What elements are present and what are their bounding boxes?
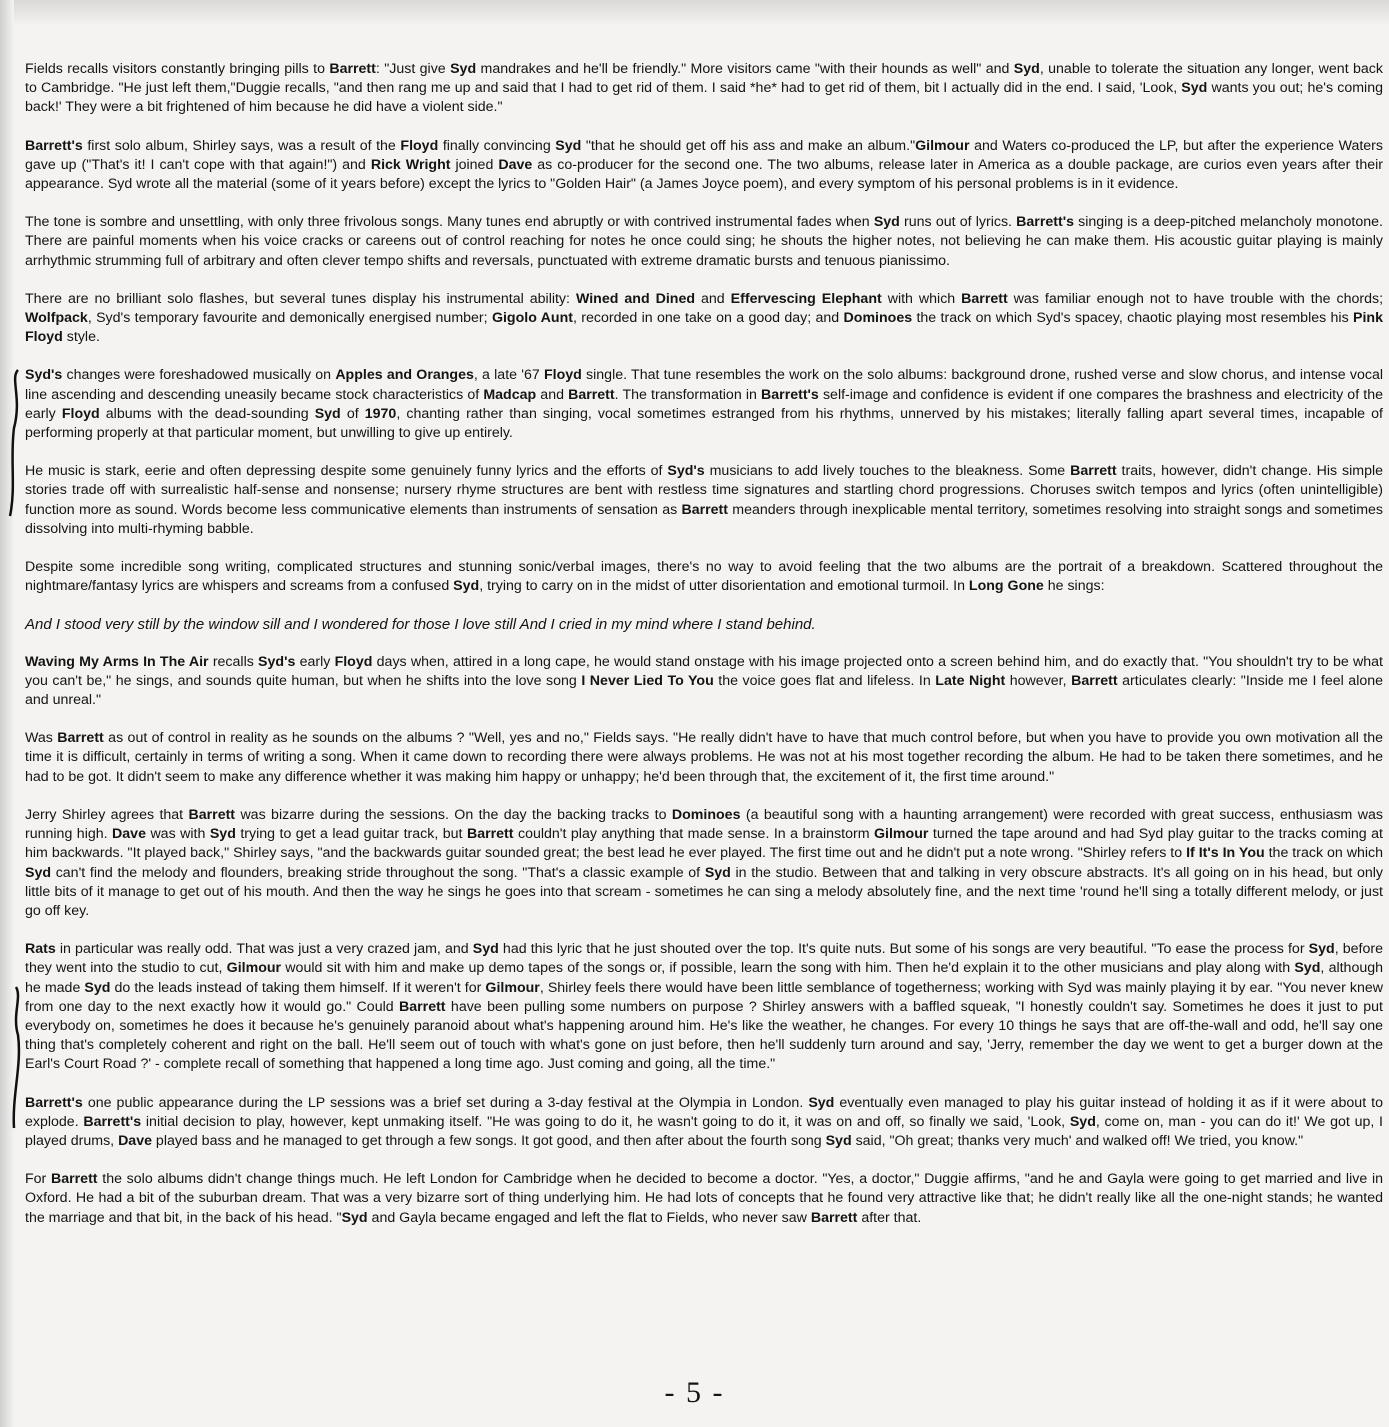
bold-text: Barrett xyxy=(329,61,376,77)
text-run: changes were foreshadowed musically on xyxy=(62,367,336,384)
text-run: Fields recalls visitors constantly bringing pills to xyxy=(25,61,330,77)
text-run: , Shirley feels there would have been little semblance of togetherness; working with Syd was mainly playing it by ear. "You never knew from one day to the next exactly how it would go." Could xyxy=(25,979,1384,1015)
text-run: he sings: xyxy=(1043,578,1105,595)
bold-text: Dominoes xyxy=(671,806,741,823)
bold-text: Syd xyxy=(209,826,236,843)
bold-text: Gigolo Aunt xyxy=(491,310,573,327)
text-run: played bass and he managed to get through a few songs. It got good, and then after about the fourth song xyxy=(151,1132,826,1149)
bold-text: Syd's xyxy=(667,463,705,480)
bold-text: Barrett xyxy=(961,290,1008,307)
text-run: self-image and confidence is evident if one compares the brashness and electricity of the early xyxy=(25,386,1383,422)
article-body xyxy=(25,60,1383,1247)
text-run: the voice goes flat and lifeless. In xyxy=(713,672,936,689)
text-run: was with xyxy=(145,826,210,843)
text-run: meanders through inexplicable mental territory, sometimes resolving into straight songs and sometimes dissolving into multi-rhyming babble. xyxy=(25,501,1384,537)
text-run: can't find the melody and flounders, breaking stride throughout the song. "That's a classic example of xyxy=(51,864,705,881)
paragraph xyxy=(25,290,1383,348)
text-run: , chanting rather than singing, vocal sometimes estranged from his rhythms, unnerved by his mistakes; literally falling apart several times, incapable of performing properly at that particular moment, but unwilling to give up entirely. xyxy=(25,405,1383,442)
bold-text: Syd xyxy=(1181,80,1208,97)
bold-text: Gilmour xyxy=(915,137,970,154)
paragraph xyxy=(25,60,1383,118)
text-run: , although he made xyxy=(25,960,1383,996)
bold-text: Syd xyxy=(555,137,582,154)
text-run: have been pulling some numbers on purpose ? Shirley answers with a baffled squeak, "I honestly couldn't say. Sometimes he does it just to put everybody on, sometimes he does it because he's genuinely paranoid about what's happening around him. He's like the weather, he changes. For every 10 things he says that are off-the-wall and odd, he'll say one thing that's completely coherent and right on the ball. He'll seem out of touch with what's gone on just before, then he'll suddenly turn around and say, 'Jerry, remember the day we went to get a burger down at the Earl's Court Road ?' - complete recall of something that happened a long time ago. Just coming and going, all the time." xyxy=(25,998,1383,1073)
bold-text: Dominoes xyxy=(843,310,913,327)
bold-text: Rats xyxy=(25,941,56,958)
text-run: however, xyxy=(1005,672,1072,689)
text-run: and xyxy=(695,290,731,307)
text-run: (a beautiful song with a haunting arrangement) were recorded with great success, enthusiasm was running high. xyxy=(25,806,1383,843)
bold-text: Barrett's xyxy=(761,386,819,403)
bold-text: Syd xyxy=(1013,61,1040,77)
text-run: with which xyxy=(881,290,962,307)
text-run: , trying to carry on in the midst of utter disorientation and emotional turmoil. In xyxy=(479,578,969,595)
text-run: , before they went into the studio to cut, xyxy=(25,941,1383,977)
bold-text: Apples and Oranges xyxy=(335,367,474,384)
text-run: , unable to tolerate the situation any longer, went back to Cambridge. "He just left them,"Duggie recalls, "and then rang me up and said that I had to get rid of them. I said *he* had to get rid of them, bit I actually did in the end. I said, 'Look, xyxy=(25,61,1383,97)
bold-text: Floyd xyxy=(61,405,100,422)
bold-text: Barrett xyxy=(1071,672,1118,689)
bold-text: Floyd xyxy=(400,137,439,154)
text-run: initial decision to play, however, kept unmaking itself. "He was going to do it, he wasn't going to do it, it was on and off, so finally we said, 'Look, xyxy=(141,1113,1070,1130)
text-run: Despite some incredible song writing, complicated structures and stunning sonic/verbal images, there's no way to avoid feeling that the two albums are the portrait of a breakdown. Scattered throughout the nightmare/fantasy lyrics are whispers and screams from a confused xyxy=(25,559,1383,595)
text-run: early xyxy=(295,653,335,670)
margin-bracket-mark xyxy=(6,985,24,1130)
paragraph xyxy=(25,213,1383,271)
text-run: joined xyxy=(450,156,499,173)
text-run: albums with the dead-sounding xyxy=(99,405,315,422)
text-run: There are no brilliant solo flashes, but several tunes display his instrumental ability: xyxy=(25,290,576,307)
text-run: style. xyxy=(62,329,100,346)
bold-text: Syd xyxy=(341,1209,368,1226)
bold-text: Waving My Arms In The Air xyxy=(25,653,209,670)
paragraph xyxy=(25,729,1383,787)
bold-text: Syd xyxy=(472,941,499,958)
text-run: as out of control in reality as he sounds on the albums ? "Well, yes and no," Fields says. "He really didn't have to have that much control before, but when you have to provide you own motivation all the time it is difficult, certainly in terms of writing a song. When it came down to recording there were always problems. He was not at his most together recording the album. He had to be taken there sometimes, and he had to be got. It didn't seem to make any difference whether it was making him happy or unhappy; he'd been through that, the excitement of it, the first time around." xyxy=(25,730,1383,785)
bold-text: Wolfpack xyxy=(25,310,88,327)
bold-text: Syd xyxy=(84,979,111,996)
paragraph xyxy=(25,653,1383,711)
text-run: after that. xyxy=(857,1209,922,1226)
bold-text: If It's In You xyxy=(1186,845,1265,862)
text-run: articulates clearly: "Inside me I feel alone and unreal." xyxy=(25,672,1384,709)
text-run: said, "Oh great; thanks very much' and walked off! We tried, you know." xyxy=(851,1132,1304,1149)
text-run: one public appearance during the LP sessions was a brief set during a 3-day festival at the Olympia in London. xyxy=(82,1094,809,1111)
margin-bracket-mark xyxy=(6,368,24,518)
bold-text: Syd xyxy=(314,405,341,422)
text-run: runs out of lyrics. xyxy=(899,214,1017,231)
text-run: do the leads instead of taking them himself. If it weren't for xyxy=(110,979,486,996)
bold-text: Syd xyxy=(453,578,480,595)
text-run: : "Just give xyxy=(375,61,451,77)
scan-top-edge xyxy=(0,0,1389,26)
text-run: had this lyric that he just shouted over the top. It's quite nuts. But some of his songs are very beautiful. "To ease the process for xyxy=(498,941,1309,958)
scan-left-edge xyxy=(0,0,14,1427)
paragraph xyxy=(25,940,1383,1074)
bold-text: Barrett xyxy=(466,826,514,843)
text-run: single. That tune resembles the work on the solo albums: background drone, rushed verse and slow chorus, and intense vocal line ascending and descending uneasily became stock characteristics of xyxy=(25,367,1384,403)
bold-text: Late Night xyxy=(935,672,1006,689)
bold-text: Gilmour xyxy=(874,826,929,843)
bold-text: Barrett xyxy=(51,1171,98,1188)
bold-text: Barrett xyxy=(188,806,236,823)
text-run: the track on which xyxy=(1264,845,1384,862)
text-run: musicians to add lively touches to the bleakness. Some xyxy=(704,463,1071,480)
bold-text: Syd xyxy=(25,864,52,881)
bold-text: Long Gone xyxy=(968,578,1044,595)
bold-text: Syd's xyxy=(258,653,296,670)
text-run: the track on which Syd's spacey, chaotic playing most resembles his xyxy=(912,310,1354,327)
text-run: "that he should get off his ass and make an album." xyxy=(581,137,916,154)
text-run: . The transformation in xyxy=(614,386,762,403)
text-run: recalls xyxy=(208,653,259,670)
bold-text: 1970 xyxy=(364,405,397,422)
paragraph xyxy=(25,366,1383,443)
bold-text: Floyd xyxy=(334,653,373,670)
text-run: turned the tape around and had Syd play guitar to the tracks coming at him backwards. "It played back," Shirley says, "and the backwards guitar sounded great; the best lead he ever played. The first time out and he didn't put a note wrong. "Shirley refers to xyxy=(25,826,1383,862)
bold-text: Syd xyxy=(808,1094,835,1111)
bold-text: Barrett xyxy=(399,998,446,1015)
bold-text: Effervescing Elephant xyxy=(730,290,882,307)
bold-text: Madcap xyxy=(483,386,537,403)
bold-text: Barrett xyxy=(1070,463,1117,480)
text-run: as co-producer for the second one. The two albums, release later in America as a double package, are curios even years after their appearance. Syd wrote all the material (some of it years before) except the lyrics to "Golden Hair" (a James Joyce poem), and every symptom of his personal problems is in it evidence. xyxy=(25,156,1383,193)
text-run: was familiar enough not to have trouble with the chords; xyxy=(1007,290,1384,307)
paragraph xyxy=(25,1094,1383,1152)
text-run: trying to get a lead guitar track, but xyxy=(235,826,467,843)
paragraph xyxy=(25,1170,1383,1228)
paragraph xyxy=(25,806,1383,921)
text-run: For xyxy=(25,1171,51,1188)
text-run: the solo albums didn't change things much. He left London for Cambridge when he decided to become a doctor. "Yes, a doctor," Duggie affirms, "and he and Gayla were going to get married and live in Oxford. He had a bit of the suburban dream. That was a very bizarre sort of thing underlying him. He had lots of concepts that he found very attractive like that; he didn't really like all the one-night stands; he wanted the marriage and that bit, in the back of his head. " xyxy=(25,1171,1383,1226)
bold-text: Barrett's xyxy=(25,137,83,154)
text-run: , come on, man - you can do it!' We got up, I played drums, xyxy=(25,1113,1383,1149)
text-run: Jerry Shirley agrees that xyxy=(25,806,189,823)
text-run: and Waters co-produced the LP, but after the experience Waters gave up ("That's it! I can't cope with that again!") and xyxy=(25,137,1383,173)
text-run: The tone is sombre and unsettling, with only three frivolous songs. Many tunes end abruptly or with contrived instrumental fades when xyxy=(25,214,874,231)
text-run: and xyxy=(536,386,569,403)
text-run: He music is stark, eerie and often depressing despite some genuinely funny lyrics and the efforts of xyxy=(25,463,668,480)
bold-text: Dave xyxy=(112,826,146,843)
bold-text: Syd xyxy=(1069,1113,1096,1130)
bold-text: Gilmour xyxy=(485,979,540,996)
bold-text: Barrett xyxy=(57,730,104,747)
bold-text: Syd xyxy=(450,61,477,77)
bold-text: Dave xyxy=(498,156,533,173)
text-run: eventually even managed to play his guitar instead of holding it as if it were about to explode. xyxy=(25,1094,1384,1130)
bold-text: Barrett's xyxy=(25,1094,83,1111)
bold-text: Gilmour xyxy=(226,960,282,977)
bold-text: Barrett's xyxy=(1016,214,1074,231)
text-run: wants you out; he's coming back!' They were a bit frightened of him because he did have a violent side." xyxy=(25,80,1383,116)
page-number: - 5 - xyxy=(664,1376,725,1409)
bold-text: Syd xyxy=(825,1132,852,1149)
paragraph xyxy=(25,558,1383,596)
text-run: in particular was really odd. That was just a very crazed jam, and xyxy=(55,941,473,958)
lyric-quote: And I stood very still by the window sill and I wondered for those I love still And I cried in my mind where I stand behind. xyxy=(25,616,816,634)
text-run: days when, attired in a long cape, he would stand onstage with his image projected onto a screen behind him, and do exactly that. "You shouldn't try to be what you can't be," he sings, and sounds quite human, but when he shifts into the love song xyxy=(25,653,1383,689)
text-run: and Gayla became engaged and left the flat to Fields, who never saw xyxy=(367,1209,811,1226)
bold-text: Syd xyxy=(1294,960,1321,977)
text-run: traits, however, didn't change. His simple stories trade off with surrealistic half-sense and nonsense; nursery rhyme structures are bent with restless time signatures and startling chord progressions. Choruses switch tempos and lyrics (often unintelligible) function more as sound. Words become less communicative elements than instruments of sensation as xyxy=(25,463,1384,518)
text-run: in the studio. Between that and talking in very obscure abstracts. It's all going on in his head, but only little bits of it manage to get out of his mouth. And then the way he sings he goes into that scream - sometimes he can sing a melody absolutely fine, and the next time 'round he'll sing a totally different melody, or just go off key. xyxy=(25,864,1384,919)
text-run: Was xyxy=(25,730,58,747)
text-run: , Syd's temporary favourite and demonically energised number; xyxy=(87,310,492,327)
bold-text: Barrett xyxy=(810,1209,858,1226)
text-run: singing is a deep-pitched melancholy monotone. There are painful moments when his voice cracks or careens out of control reaching for notes he once could sing; he shouts the higher notes, not believing he can make them. His acoustic guitar playing is mainly arrhythmic strumming full of arbitrary and often clever tempo shifts and reversals, punctuated with extreme dramatic bursts and tenuous pianissimo. xyxy=(25,214,1383,269)
bold-text: I Never Lied To You xyxy=(581,672,714,689)
bold-text: Pink Floyd xyxy=(25,310,1383,346)
bold-text: Syd xyxy=(873,214,900,231)
bold-text: Barrett's xyxy=(83,1113,142,1130)
paragraph xyxy=(25,462,1383,539)
text-run: , a late '67 xyxy=(473,367,544,384)
bold-text: Syd xyxy=(1308,941,1335,958)
text-run: first solo album, Shirley says, was a result of the xyxy=(82,137,401,154)
bold-text: Wined and Dined xyxy=(575,290,696,307)
bold-text: Syd's xyxy=(25,367,63,384)
bold-text: Barrett xyxy=(568,386,615,403)
text-run: was bizarre during the sessions. On the day the backing tracks to xyxy=(235,806,672,823)
paragraph xyxy=(25,137,1383,195)
bold-text: Syd xyxy=(704,864,731,881)
text-run: couldn't play anything that made sense. In a brainstorm xyxy=(513,826,875,843)
bold-text: Barrett xyxy=(681,501,728,518)
text-run: would sit with him and make up demo tapes of the songs or, if possible, learn the song with him. Then he'd explain it to the other musicians and play along with xyxy=(281,960,1295,977)
text-run: of xyxy=(340,405,365,422)
bold-text: Dave xyxy=(118,1132,152,1149)
text-run: , recorded in one take on a good day; and xyxy=(572,310,844,327)
text-run: finally convincing xyxy=(438,137,556,154)
text-run: mandrakes and he'll be friendly." More visitors came "with their hounds as well" and xyxy=(476,61,1014,77)
bold-text: Rick Wright xyxy=(370,156,451,173)
bold-text: Floyd xyxy=(543,367,582,384)
